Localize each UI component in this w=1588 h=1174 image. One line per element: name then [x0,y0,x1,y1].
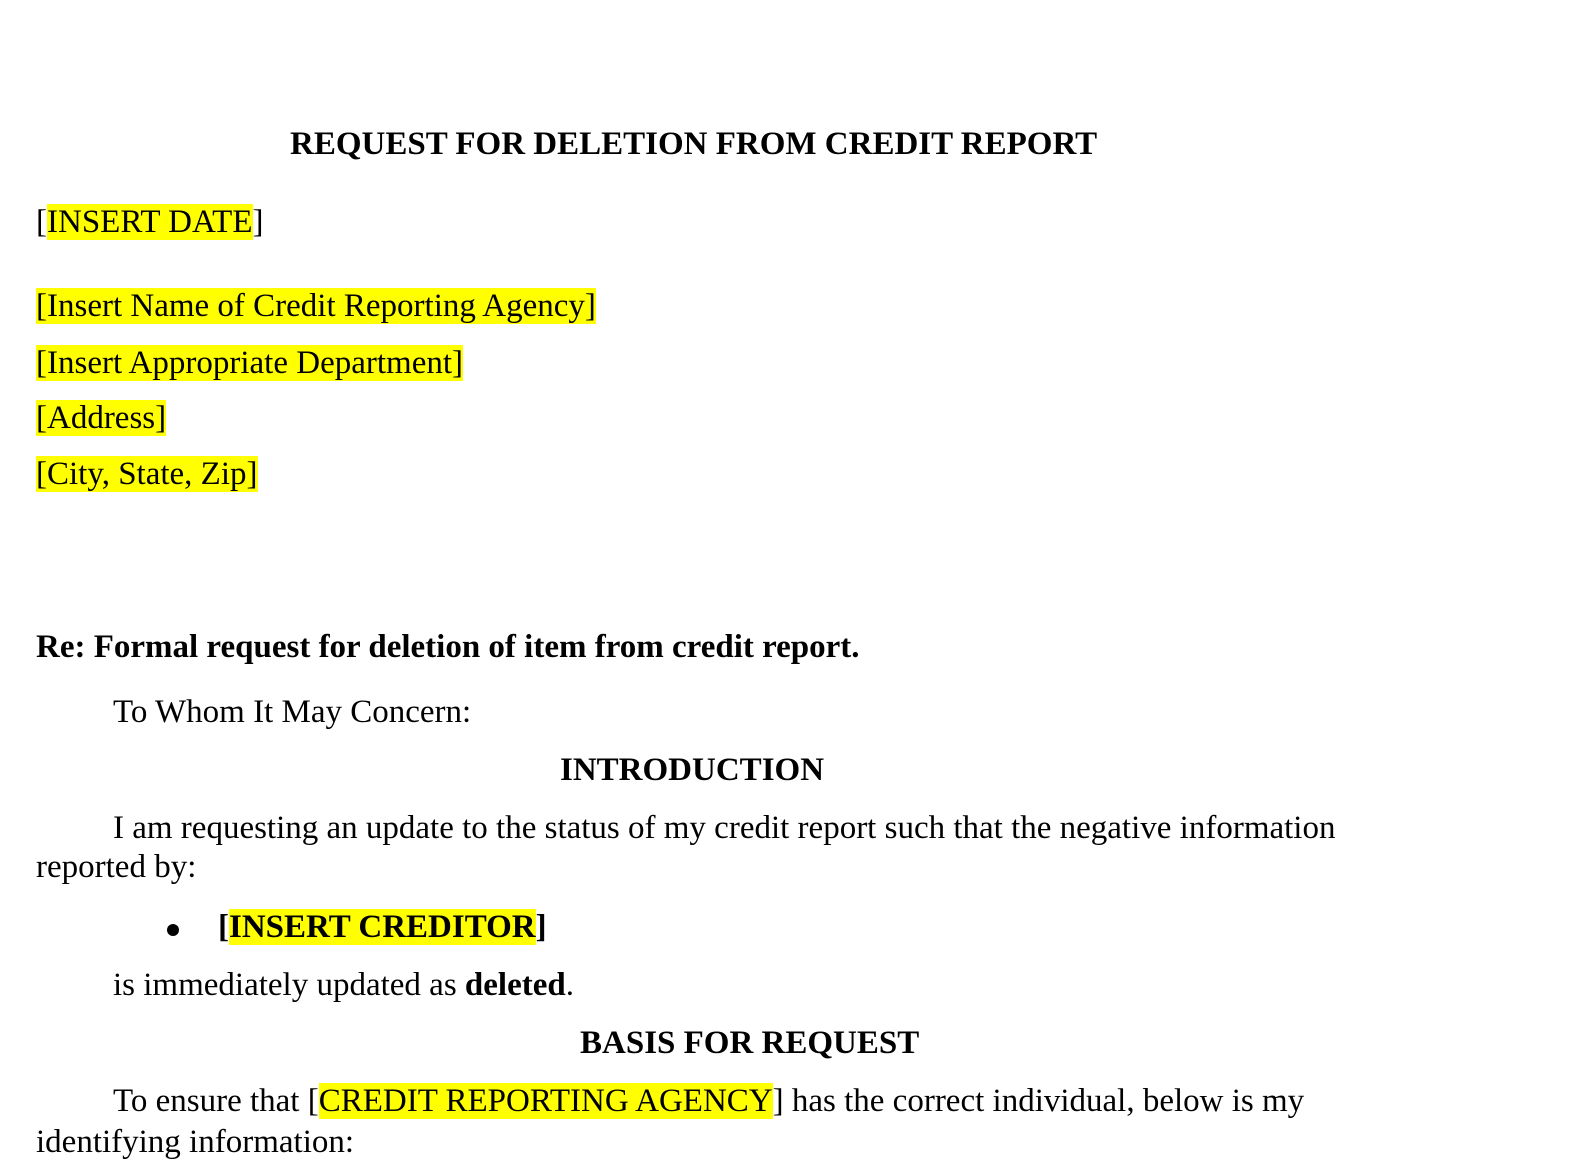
creditor-bullet-item [218,907,547,947]
deleted-statement-suffix: . [565,967,574,1003]
introduction-paragraph-line-2: reported by: [36,849,197,885]
re-line: Re: Formal request for deletion of item from credit report. [36,629,860,665]
date-bracket-open: [ [36,204,47,240]
agency-placeholder: CREDIT REPORTING AGENCY [318,1083,773,1119]
salutation: To Whom It May Concern: [113,694,472,730]
basis-paragraph-line-2: identifying information: [36,1124,355,1160]
deleted-statement-prefix: is immediately updated as [113,967,465,1003]
basis-line-1-prefix: To ensure that [ [113,1083,319,1119]
date-placeholder: INSERT DATE [47,204,253,240]
recipient-city-placeholder: [City, State, Zip] [36,456,258,492]
recipient-address-line [36,398,166,438]
recipient-agency-placeholder: [Insert Name of Credit Reporting Agency] [36,288,596,324]
recipient-department-placeholder: [Insert Appropriate Department] [36,345,464,381]
introduction-heading: INTRODUCTION [560,752,825,788]
recipient-agency-line [36,286,596,326]
recipient-address-placeholder: [Address] [36,400,167,436]
document-title: REQUEST FOR DELETION FROM CREDIT REPORT [290,126,1098,162]
recipient-department-line [36,343,463,383]
creditor-bracket-close: ] [535,909,547,945]
deleted-statement [113,965,574,1005]
deleted-word: deleted [464,967,566,1003]
basis-heading: BASIS FOR REQUEST [580,1025,920,1061]
creditor-placeholder: INSERT CREDITOR [229,909,536,945]
basis-line-1-suffix: ] has the correct individual, below is my [772,1083,1305,1119]
recipient-city-line [36,454,258,494]
date-bracket-close: ] [252,204,264,240]
creditor-bracket-open: [ [218,909,229,945]
date-line [36,202,264,242]
basis-paragraph-line-1 [113,1081,1304,1121]
introduction-paragraph-line-1: I am requesting an update to the status of my credit report such that the negative information [113,810,1336,846]
bullet-dot-icon [167,924,179,936]
